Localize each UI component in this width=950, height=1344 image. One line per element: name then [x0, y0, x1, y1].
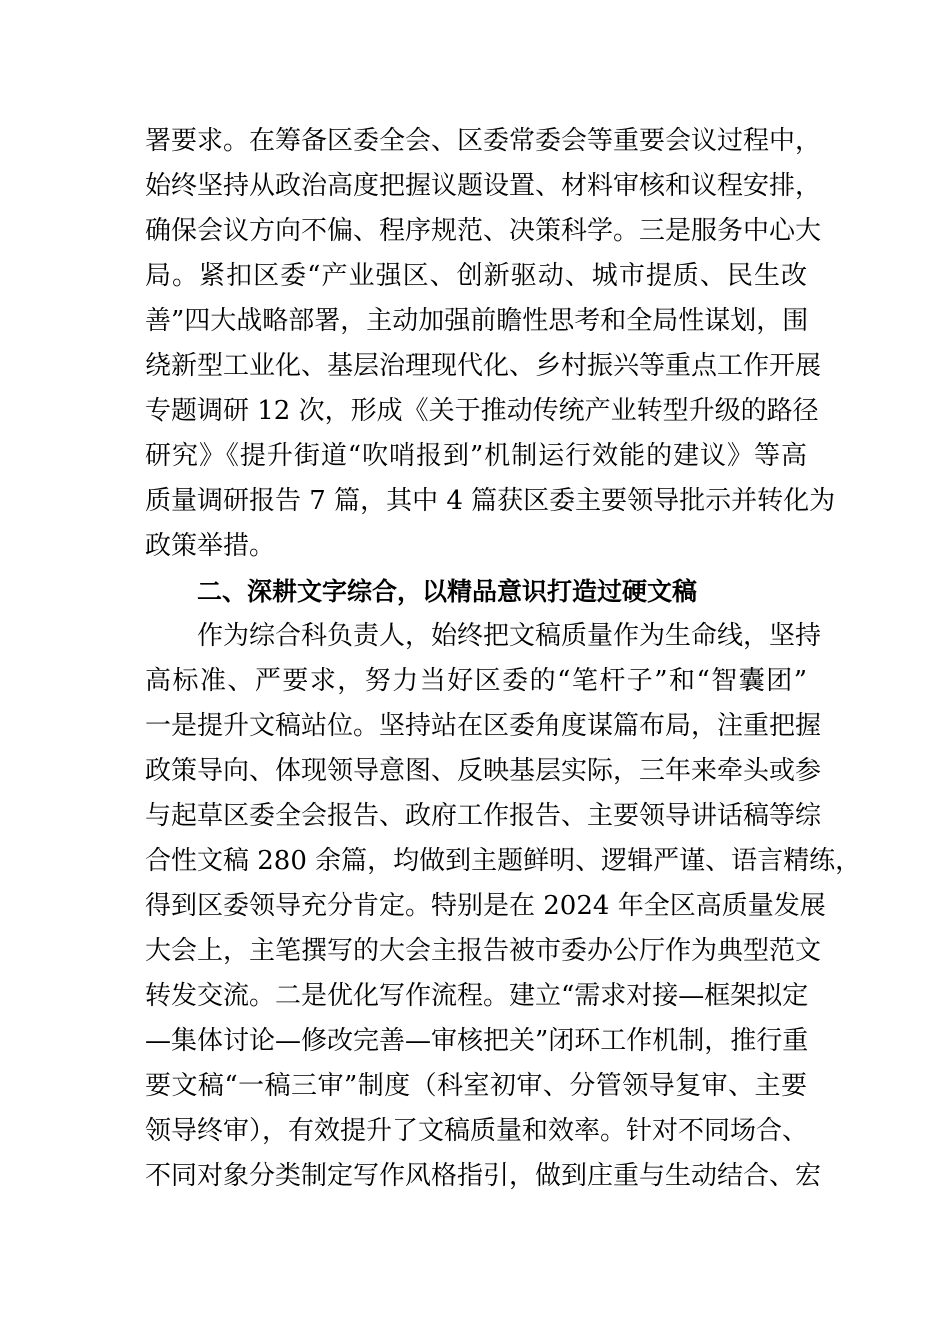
- text-line: 专题调研 12 次，形成《关于推动传统产业转型升级的路径: [145, 396, 819, 426]
- text-line: 善”四大战略部署，主动加强前瞻性思考和全局性谋划，围: [145, 306, 809, 336]
- text-line: 一是提升文稿站位。坚持站在区委角度谋篇布局，注重把握: [145, 711, 822, 741]
- text-line: 局。紧扣区委“产业强区、创新驱动、城市提质、民生改: [145, 261, 807, 291]
- paragraph-end-line: 政策举措。: [145, 531, 276, 561]
- text-line: 得到区委领导充分肯定。特别是在 2024 年全区高质量发展: [145, 891, 826, 921]
- text-line: 要文稿“一稿三审”制度（科室初审、分管领导复审、主要: [145, 1071, 807, 1101]
- text-line: 研究》《提升街道“吹哨报到”机制运行效能的建议》等高: [145, 441, 807, 471]
- section-heading: 二、深耕文字综合，以精品意识打造过硬文稿: [197, 577, 698, 606]
- text-line: 大会上，主笔撰写的大会主报告被市委办公厅作为典型范文: [145, 936, 822, 966]
- text-line: 高标准、严要求，努力当好区委的“笔杆子”和“智囊团”: [145, 666, 807, 696]
- text-line: 领导终审），有效提升了文稿质量和效率。针对不同场合、: [145, 1116, 809, 1146]
- text-line: 合性文稿 280 余篇，均做到主题鲜明、逻辑严谨、语言精练，: [145, 846, 862, 876]
- text-line: 始终坚持从政治高度把握议题设置、材料审核和议程安排，: [145, 171, 822, 201]
- text-line: 绕新型工业化、基层治理现代化、乡村振兴等重点工作开展: [145, 351, 822, 381]
- text-line: 确保会议方向不偏、程序规范、决策科学。三是服务中心大: [145, 216, 822, 246]
- text-line: 政策导向、体现领导意图、反映基层实际，三年来牵头或参: [145, 756, 822, 786]
- text-line: 署要求。在筹备区委全会、区委常委会等重要会议过程中，: [145, 126, 822, 156]
- document-page: [145, 119, 862, 1199]
- text-line: —集体讨论—修改完善—审核把关”闭环工作机制，推行重: [145, 1026, 809, 1056]
- text-line: 转发交流。二是优化写作流程。建立“需求对接—框架拟定: [145, 981, 809, 1011]
- text-line: 质量调研报告 7 篇，其中 4 篇获区委主要领导批示并转化为: [145, 486, 836, 516]
- text-line: 不同对象分类制定写作风格指引，做到庄重与生动结合、宏: [145, 1161, 822, 1191]
- paragraph-first-line: 作为综合科负责人，始终把文稿质量作为生命线，坚持: [197, 621, 822, 651]
- text-line: 与起草区委全会报告、政府工作报告、主要领导讲话稿等综: [145, 801, 822, 831]
